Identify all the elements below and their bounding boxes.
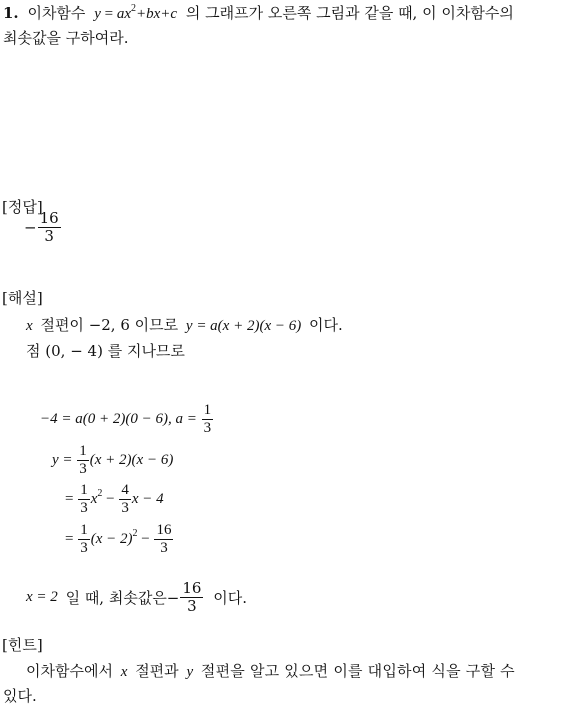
problem-text-b: 의 그래프가 오른쪽 그림과 같을 때, 이 이차함수의 xyxy=(185,4,514,22)
explanation-line-1 xyxy=(26,314,343,335)
eq-line-3: = $\frac{1}{3}$ $x^2$ − $\frac{4}{3}$ x − 4 xyxy=(65,482,164,516)
x-symbol: x xyxy=(26,318,33,334)
eq-line-4: = $\frac{1}{3}$ $(x - 2)^2$ − $\frac{16}{3}$ xyxy=(65,522,172,556)
sentence-end: 이다. xyxy=(309,316,343,334)
conclusion-line: x = 2 일 때, 최솟값은− $\frac{16}{3}$ 이다. xyxy=(26,579,248,615)
factored-form: y = a(x + 2)(x − 6) xyxy=(185,318,302,334)
answer-sign: − xyxy=(24,218,37,237)
hint-label: [힌트] xyxy=(2,636,43,654)
problem-line-2: 최솟값을 구하여라. xyxy=(3,29,129,47)
explanation-line-2: 점 (0, − 4) 를 지나므로 xyxy=(26,342,185,360)
problem-line-1 xyxy=(3,2,514,23)
answer-fraction: $\frac{16}{3}$ xyxy=(39,209,59,245)
answer-label: [정답] xyxy=(2,198,43,216)
hint-line-1: 이차함수에서 x 절편과 y 절편을 알고 있으면 이를 대입하여 식을 구할 수 xyxy=(26,662,515,680)
eq-line-2: y = $\frac{1}{3}$ (x + 2)(x − 6) xyxy=(52,443,174,477)
explanation-label: [해설] xyxy=(2,289,43,307)
eq-line-1: −4 = a(0 + 2)(0 − 6), a = $\frac{1}{3}$ xyxy=(40,402,212,436)
problem-text-a: 이차함수 xyxy=(27,4,86,22)
problem-equation: $y = ax^2+bx+c$ xyxy=(94,3,178,22)
answer-value xyxy=(24,210,62,245)
hint-line-2: 있다. xyxy=(3,687,37,705)
problem-number: 1. xyxy=(3,4,19,22)
intercept-text: 절편이 −2, 6 이므로 xyxy=(40,316,179,334)
